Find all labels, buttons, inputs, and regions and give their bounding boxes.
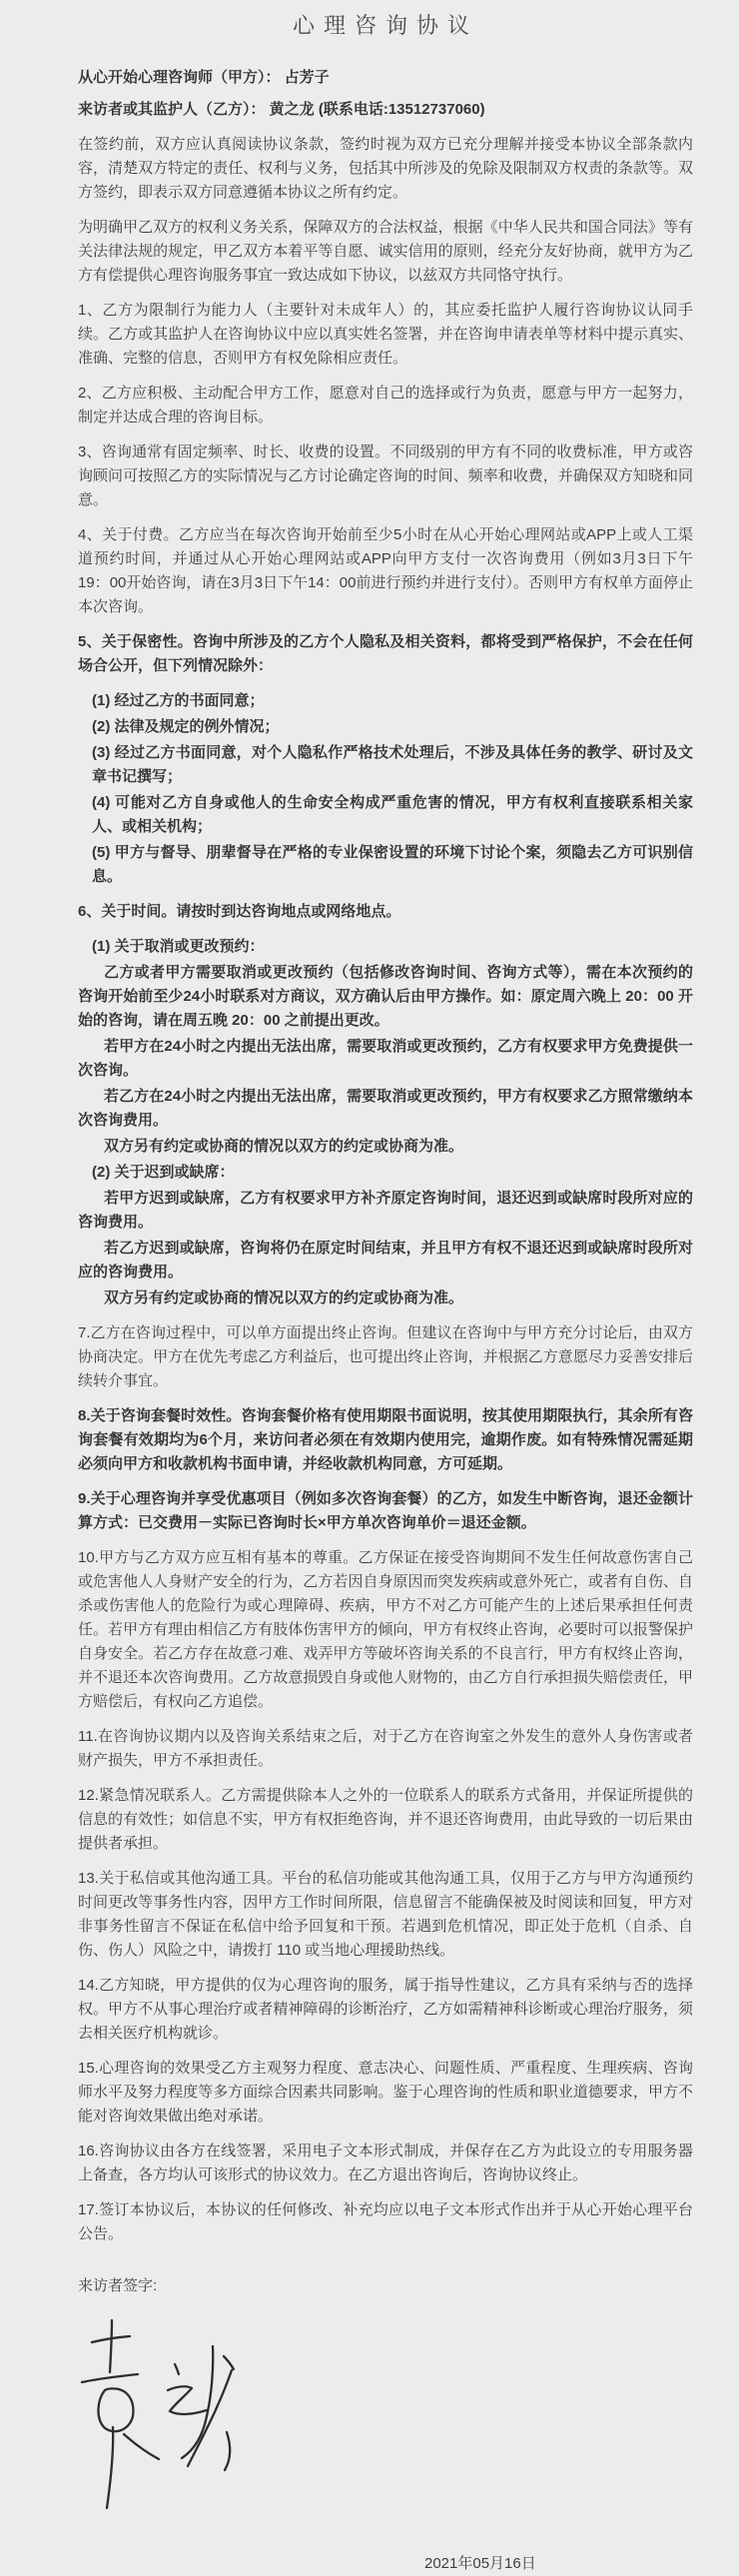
clause-paragraph: 15.心理咨询的效果受乙方主观努力程度、意志决心、问题性质、严重程度、生理疾病、咨询师水平及努力程度等多方面综合因素共同影响。鉴于心理咨询的性质和职业道德要求，甲方不能对咨询效果做出绝对承诺。 xyxy=(78,2060,693,2125)
clause-paragraph: 14.乙方知晓，甲方提供的仅为心理咨询的服务，属于指导性建议，乙方具有采纳与否的选择权。甲方不从事心理治疗或者精神障碍的诊断治疗，乙方如需精神科诊断或心理治疗服务，须去相关医疗机构就诊。 xyxy=(78,1977,693,2042)
clause-paragraph: 乙方或者甲方需要取消或更改预约（包括修改咨询时间、咨询方式等），需在本次预约的咨询开始前至少24小时联系对方商议，双方确认后由甲方操作。如：原定周六晚上 20：00 开始的咨询，请在周五晚 20：00 之前提出更改。 xyxy=(78,964,693,1029)
clause-paragraph: 若乙方在24小时之内提出无法出席，需要取消或更改预约，甲方有权要求乙方照常缴纳本次咨询费用。 xyxy=(78,1088,693,1129)
clause-paragraph: 6、关于时间。请按时到达咨询地点或网络地点。 xyxy=(78,903,401,920)
clause-paragraph: (1) 经过乙方的书面同意； xyxy=(92,692,265,709)
clause-paragraph: (5) 甲方与督导、朋辈督导在严格的专业保密设置的环境下讨论个案，须隐去乙方可识别信息。 xyxy=(92,844,693,885)
visitor-handwritten-signature xyxy=(80,2312,250,2512)
signature-label: 来访者签字: xyxy=(78,2277,158,2294)
clause-paragraph: 在签约前，双方应认真阅读协议条款，签约时视为双方已充分理解并接受本协议全部条款内容，清楚双方特定的责任、权利与义务，包括其中所涉及的免除及限制双方权责的条款等。双方签约，即表示双方同意遵循本协议之所有约定。 xyxy=(78,136,693,201)
clause-list xyxy=(78,133,693,2246)
clause-paragraph: 3、咨询通常有固定频率、时长、收费的设置。不同级别的甲方有不同的收费标准，甲方或咨询顾问可按照乙方的实际情况与乙方讨论确定咨询的时间、频率和收费，并确保双方知晓和同意。 xyxy=(78,443,693,508)
clause-paragraph: 为明确甲乙双方的权利义务关系，保障双方的合法权益，根据《中华人民共和国合同法》等有关法律法规的规定，甲乙双方本着平等自愿、诚实信用的原则，经充分友好协商，就甲方为乙方有偿提供心理咨询服务事宜一致达成如下协议，以兹双方共同恪守执行。 xyxy=(78,219,693,284)
clause-paragraph: (2) 关于迟到或缺席： xyxy=(92,1164,235,1181)
clause-paragraph: 12.紧急情况联系人。乙方需提供除本人之外的一位联系人的联系方式备用，并保证所提供的信息的有效性；如信息不实，甲方有权拒绝咨询，并不退还咨询费用，由此导致的一切后果由提供者承担。 xyxy=(78,1787,693,1852)
clause-paragraph: 9.关于心理咨询并享受优惠项目（例如多次咨询套餐）的乙方，如发生中断咨询，退还金额计算方式：已交费用－实际已咨询时长×甲方单次咨询单价＝退还金额。 xyxy=(78,1490,693,1531)
clause-paragraph: (3) 经过乙方书面同意，对个人隐私作严格技术处理后，不涉及具体任务的教学、研讨及文章书记撰写； xyxy=(92,744,693,785)
signing-date: 2021年05月16日 xyxy=(424,2555,536,2572)
clause-paragraph: 17.签订本协议后，本协议的任何修改、补充均应以电子文本形式作出并于从心开始心理平台公告。 xyxy=(78,2201,693,2242)
clause-paragraph: 若甲方迟到或缺席，乙方有权要求甲方补齐原定咨询时间，退还迟到或缺席时段所对应的咨询费用。 xyxy=(78,1190,693,1231)
clause-paragraph: 2、乙方应积极、主动配合甲方工作，愿意对自己的选择或行为负责，愿意与甲方一起努力，制定并达成合理的咨询目标。 xyxy=(78,385,693,426)
clause-paragraph: 10.甲方与乙方双方应互相有基本的尊重。乙方保证在接受咨询期间不发生任何故意伤害自己或危害他人人身财产安全的行为，乙方若因自身原因而突发疾病或意外死亡，或者有自伤、自杀或伤害他人的危险行为或心理障碍、疾病，甲方不对乙方可能产生的上述后果承担任何责任。若甲方有理由相信乙方有肢体伤害甲方的倾向，甲方有权终止咨询，必要时可以报警保护自身安全。若乙方存在故意刁难、戏弄甲方等破坏咨询关系的不良言行，甲方有权终止咨询，并不退还本次咨询费用。乙方故意损毁自身或他人财物的，由乙方自行承担损失赔偿责任，甲方赔偿后，有权向乙方追偿。 xyxy=(78,1549,693,1710)
clause-paragraph: (1) 关于取消或更改预约： xyxy=(92,938,265,955)
clause-paragraph: 7.乙方在咨询过程中，可以单方面提出终止咨询。但建议在咨询中与甲方充分讨论后，由双方协商决定。甲方在优先考虑乙方利益后，也可提出终止咨询，并根据乙方意愿尽力妥善安排后续转介事宜。 xyxy=(78,1324,693,1389)
clause-paragraph: (2) 法律及规定的例外情况； xyxy=(92,718,280,735)
party-b-line: 来访者或其监护人（乙方）： 黄之龙 (联系电话:13512737060) xyxy=(78,101,485,118)
clause-paragraph: 若乙方迟到或缺席，咨询将仍在原定时间结束，并且甲方有权不退还迟到或缺席时段所对应的咨询费用。 xyxy=(78,1240,693,1281)
clause-paragraph: 8.关于咨询套餐时效性。咨询套餐价格有使用期限书面说明，按其使用期限执行，其余所有咨询套餐有效期均为6个月，来访问者必须在有效期内使用完，逾期作废。如有特殊情况需延期必须向甲方和收款机构书面申请，并经收款机构同意，方可延期。 xyxy=(78,1407,693,1472)
party-a-line: 从心开始心理咨询师（甲方）： 占芳子 xyxy=(78,69,330,86)
clause-paragraph: 双方另有约定或协商的情况以双方的约定或协商为准。 xyxy=(104,1138,464,1155)
clause-paragraph: 4、关于付费。乙方应当在每次咨询开始前至少5小时在从心开始心理网站或APP上或人工渠道预约时间，并通过从心开始心理网站或APP向甲方支付一次咨询费用（例如3月3日下午19：00开始咨询，请在3月3日下午14：00前进行预约并进行支付）。否则甲方有权单方面停止本次咨询。 xyxy=(78,526,693,615)
clause-paragraph: 双方另有约定或协商的情况以双方的约定或协商为准。 xyxy=(104,1289,464,1306)
clause-paragraph: 11.在咨询协议期内以及咨询关系结束之后，对于乙方在咨询室之外发生的意外人身伤害或者财产损失，甲方不承担责任。 xyxy=(78,1728,693,1769)
clause-paragraph: 13.关于私信或其他沟通工具。平台的私信功能或其他沟通工具，仅用于乙方与甲方沟通预约时间更改等事务性内容，因甲方工作时间所限，信息留言不能确保被及时阅读和回复，甲方对非事务性留言不保证在私信中给予回复和干预。若遇到危机情况，即正处于危机（自杀、自伤、伤人）风险之中，请拨打 110 或当地心理援助热线。 xyxy=(78,1870,693,1959)
clause-paragraph: 1、乙方为限制行为能力人（主要针对未成年人）的，其应委托监护人履行咨询协议认同手续。乙方或其监护人在咨询协议中应以真实姓名签署，并在咨询申请表单等材料中提示真实、准确、完整的信息，否则甲方有权免除相应责任。 xyxy=(78,302,693,367)
clause-paragraph: (4) 可能对乙方自身或他人的生命安全构成严重危害的情况，甲方有权利直接联系相关家人、或相关机构； xyxy=(92,794,693,835)
clause-paragraph: 16.咨询协议由各方在线签署，采用电子文本形式制成，并保存在乙方为此设立的专用服务器上备查，各方均认可该形式的协议效力。在乙方退出咨询后，咨询协议终止。 xyxy=(78,2143,693,2183)
document-title: 心理咨询协议 xyxy=(292,13,478,38)
clause-paragraph: 若甲方在24小时之内提出无法出席，需要取消或更改预约，乙方有权要求甲方免费提供一次咨询。 xyxy=(78,1038,693,1079)
clause-paragraph: 5、关于保密性。咨询中所涉及的乙方个人隐私及相关资料，都将受到严格保护，不会在任何场合公开，但下列情况除外： xyxy=(78,633,693,674)
